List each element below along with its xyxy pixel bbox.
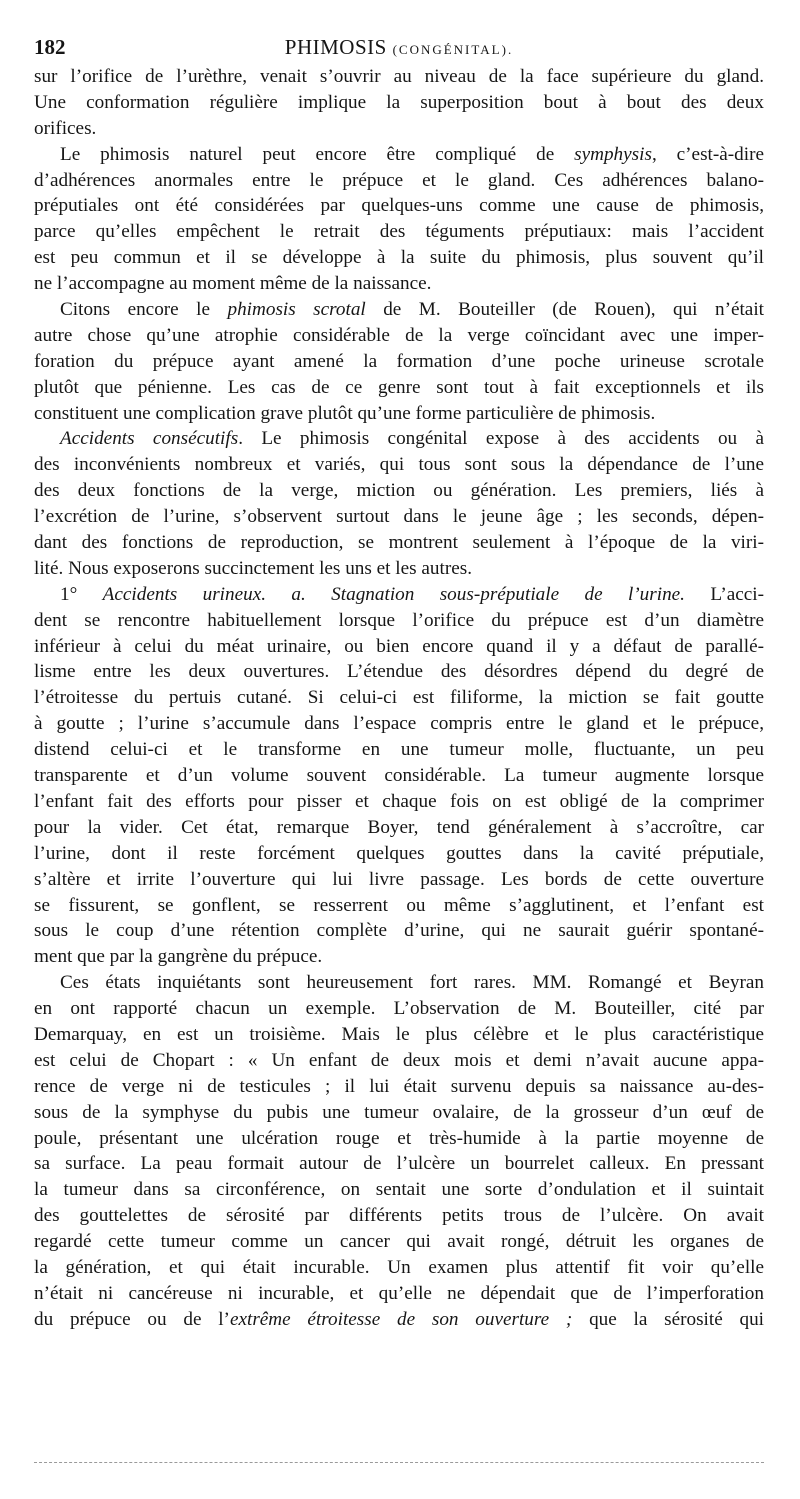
- text-line: [34, 970, 764, 996]
- text-line: [34, 634, 764, 660]
- text-line: [34, 608, 764, 634]
- text-line: [34, 168, 764, 194]
- text-line: [34, 711, 764, 737]
- text-line: [34, 918, 764, 944]
- text-run: poule, présentant une ulcération rouge et très-humide à la partie moyenne de: [34, 1127, 764, 1149]
- text-line: [34, 789, 764, 815]
- text-run: inférieur à celui du méat urinaire, ou bien encore quand il y a défaut de parallé-: [34, 635, 764, 657]
- text-run: rence de verge ni de testicules ; il lui était survenu depuis sa naissance au-des-: [34, 1075, 764, 1097]
- text-run: des deux fonctions de la verge, miction ou génération. Les premiers, liés à: [34, 480, 764, 502]
- text-line: [34, 1177, 764, 1203]
- text-line: [34, 659, 764, 685]
- text-run: de M. Bouteiller (de Rouen), qui n’était: [365, 299, 764, 321]
- text-line: [34, 1022, 764, 1048]
- text-run: la génération, et qui était incurable. Un examen plus attentif fit voir qu’elle: [34, 1256, 764, 1278]
- running-title-sub: (CONGÉNITAL).: [392, 42, 514, 57]
- text-line: [34, 815, 764, 841]
- text-run: regardé cette tumeur comme un cancer qui avait rongé, détruit les organes de: [34, 1231, 764, 1253]
- text-run: Demarquay, en est un troisième. Mais le plus célèbre et le plus caractéristique: [34, 1023, 764, 1045]
- text-run: 1°: [60, 583, 103, 605]
- text-run: est celui de Chopart : « Un enfant de deux mois et demi n’avait aucune appa-: [34, 1049, 764, 1071]
- text-run: pour la vider. Cet état, remarque Boyer, tend généralement à s’accroître, car: [34, 816, 764, 838]
- text-line: [34, 1229, 764, 1255]
- text-run: transparente et d’un volume souvent considérable. La tumeur augmente lorsque: [34, 765, 764, 787]
- text-run: ment que par la gangrène du prépuce.: [34, 946, 323, 968]
- footer-rule: [34, 1462, 764, 1463]
- text-line: [34, 401, 764, 427]
- text-run: n’était ni cancéreuse ni incurable, et qu’elle ne dépendait que de l’imperforation: [34, 1282, 764, 1304]
- text-run: sous le coup d’une rétention complète d’urine, qui ne saurait guérir spontané-: [34, 920, 764, 942]
- text-line: [34, 193, 764, 219]
- text-run: , c’est-à-dire: [651, 143, 764, 165]
- text-line: [34, 893, 764, 919]
- text-line: [34, 841, 764, 867]
- text-run: dent se rencontre habituellement lorsque l’orifice du prépuce est d’un diamètre: [34, 609, 764, 631]
- text-run: lité. Nous exposerons succinctement les uns et les autres.: [34, 557, 473, 579]
- text-run: plutôt que pénienne. Les cas de ce genre sont tout à fait exceptionnels et ils: [34, 376, 764, 398]
- page-number: 182: [34, 35, 66, 59]
- text-line: [34, 116, 764, 142]
- text-run: . Le phimosis congénital expose à des accidents ou à: [238, 428, 764, 450]
- text-run: se fissurent, se gonflent, se resserrent ou même s’agglutinent, et l’enfant est: [34, 894, 764, 916]
- text-run: s’altère et irrite l’ouverture qui lui livre passage. Les bords de cette ouverture: [34, 868, 764, 890]
- text-run: la tumeur dans sa circonférence, on sentait une sorte d’ondulation et il suintait: [34, 1179, 764, 1201]
- italic-run: phimosis scrotal: [227, 299, 366, 321]
- text-line: [34, 90, 764, 116]
- text-line: [34, 737, 764, 763]
- text-line: [34, 763, 764, 789]
- text-run: d’adhérences anormales entre le prépuce et le gland. Ces adhérences balano-: [34, 169, 764, 191]
- text-line: [34, 452, 764, 478]
- text-run: ne l’accompagne au moment même de la naissance.: [34, 273, 432, 295]
- text-run: parce qu’elles empêchent le retrait des téguments préputiaux: mais l’accident: [34, 221, 764, 243]
- text-line: [34, 1255, 764, 1281]
- text-line: [34, 426, 764, 452]
- text-line: [34, 1126, 764, 1152]
- text-line: [34, 1203, 764, 1229]
- text-line: [34, 944, 764, 970]
- text-line: [34, 297, 764, 323]
- running-title: [34, 30, 764, 67]
- text-run: Le phimosis naturel peut encore être compliqué de: [60, 143, 575, 165]
- text-line: [34, 478, 764, 504]
- text-run: du prépuce ou de l’: [34, 1308, 230, 1330]
- text-line: [34, 271, 764, 297]
- text-run: sur l’orifice de l’urèthre, venait s’ouvrir au niveau de la face supérieure du gland.: [34, 66, 764, 87]
- text-line: [34, 582, 764, 608]
- text-line: [34, 556, 764, 582]
- text-run: l’enfant fait des efforts pour pisser et chaque fois on est obligé de la comprimer: [34, 790, 764, 812]
- text-line: [34, 996, 764, 1022]
- text-run: est peu commun et il se développe à la suite du phimosis, plus souvent qu’il: [34, 247, 764, 269]
- running-title-main: PHIMOSIS: [284, 35, 387, 59]
- page-header: [34, 30, 764, 64]
- text-run: à goutte ; l’urine s’accumule dans l’espace compris entre le gland et le prépuce,: [34, 713, 764, 735]
- text-line: [34, 1100, 764, 1126]
- text-run: des gouttelettes de sérosité par différents petits trous de l’ulcère. On avait: [34, 1205, 764, 1227]
- text-line: [34, 867, 764, 893]
- text-line: [34, 375, 764, 401]
- text-run: orifices.: [34, 117, 97, 139]
- italic-run: Accidents consécutifs: [60, 428, 239, 450]
- text-run: sa surface. La peau formait autour de l’ulcère un bourrelet calleux. En pressant: [34, 1153, 764, 1175]
- text-run: constituent une complication grave plutôt qu’une forme particulière de phimosis.: [34, 402, 656, 424]
- italic-run: extrême étroitesse de son ouverture ;: [229, 1308, 573, 1330]
- text-run: Citons encore le: [60, 299, 228, 321]
- text-run: Ces états inquiétants sont heureusement fort rares. MM. Romangé et Beyran: [60, 972, 764, 994]
- text-run: distend celui-ci et le transforme en une tumeur molle, fluctuante, un peu: [34, 739, 764, 761]
- text-run: l’excrétion de l’urine, s’observent surtout dans le jeune âge ; les seconds, dépen-: [34, 506, 764, 528]
- text-line: [34, 1048, 764, 1074]
- text-line: [34, 530, 764, 556]
- text-line: [34, 142, 764, 168]
- text-run: en ont rapporté chacun un exemple. L’observation de M. Bouteiller, cité par: [34, 998, 764, 1020]
- text-line: [34, 1151, 764, 1177]
- text-run: foration du prépuce ayant amené la formation d’une poche urineuse scrotale: [34, 350, 764, 372]
- text-run: l’étroitesse du pertuis cutané. Si celui-ci est filiforme, la miction se fait goutte: [34, 687, 764, 709]
- text-line: [34, 323, 764, 349]
- text-run: sous de la symphyse du pubis une tumeur ovalaire, de la grosseur d’un œuf de: [34, 1101, 764, 1123]
- text-line: [34, 1307, 764, 1333]
- text-line: [34, 504, 764, 530]
- text-run: que la sérosité qui: [572, 1308, 764, 1330]
- text-line: [34, 685, 764, 711]
- text-line: [34, 1074, 764, 1100]
- text-line: [34, 1281, 764, 1307]
- text-run: dant des fonctions de reproduction, se montrent seulement à l’époque de la viri-: [34, 532, 764, 554]
- text-line: [34, 64, 764, 90]
- text-run: préputiales ont été considérées par quelques-uns comme une cause de phimosis,: [34, 195, 764, 217]
- text-run: lisme entre les deux ouvertures. L’étendue des désordres dépend du degré de: [34, 661, 764, 683]
- italic-run: Accidents urineux. a. Stagnation sous-préputiale de l’urine.: [102, 583, 685, 605]
- text-line: [34, 349, 764, 375]
- text-line: [34, 245, 764, 271]
- text-run: des inconvénients nombreux et variés, qui tous sont sous la dépendance de l’une: [34, 454, 764, 476]
- text-run: autre chose qu’une atrophie considérable de la verge coïncidant avec une imper-: [34, 324, 764, 346]
- text-run: l’urine, dont il reste forcément quelques gouttes dans la cavité préputiale,: [34, 842, 764, 864]
- italic-run: symphysis: [574, 143, 652, 165]
- text-run: L’acci-: [684, 583, 764, 605]
- text-run: Une conformation régulière implique la superposition bout à bout des deux: [34, 91, 764, 113]
- body-text: [34, 64, 764, 1333]
- text-line: [34, 219, 764, 245]
